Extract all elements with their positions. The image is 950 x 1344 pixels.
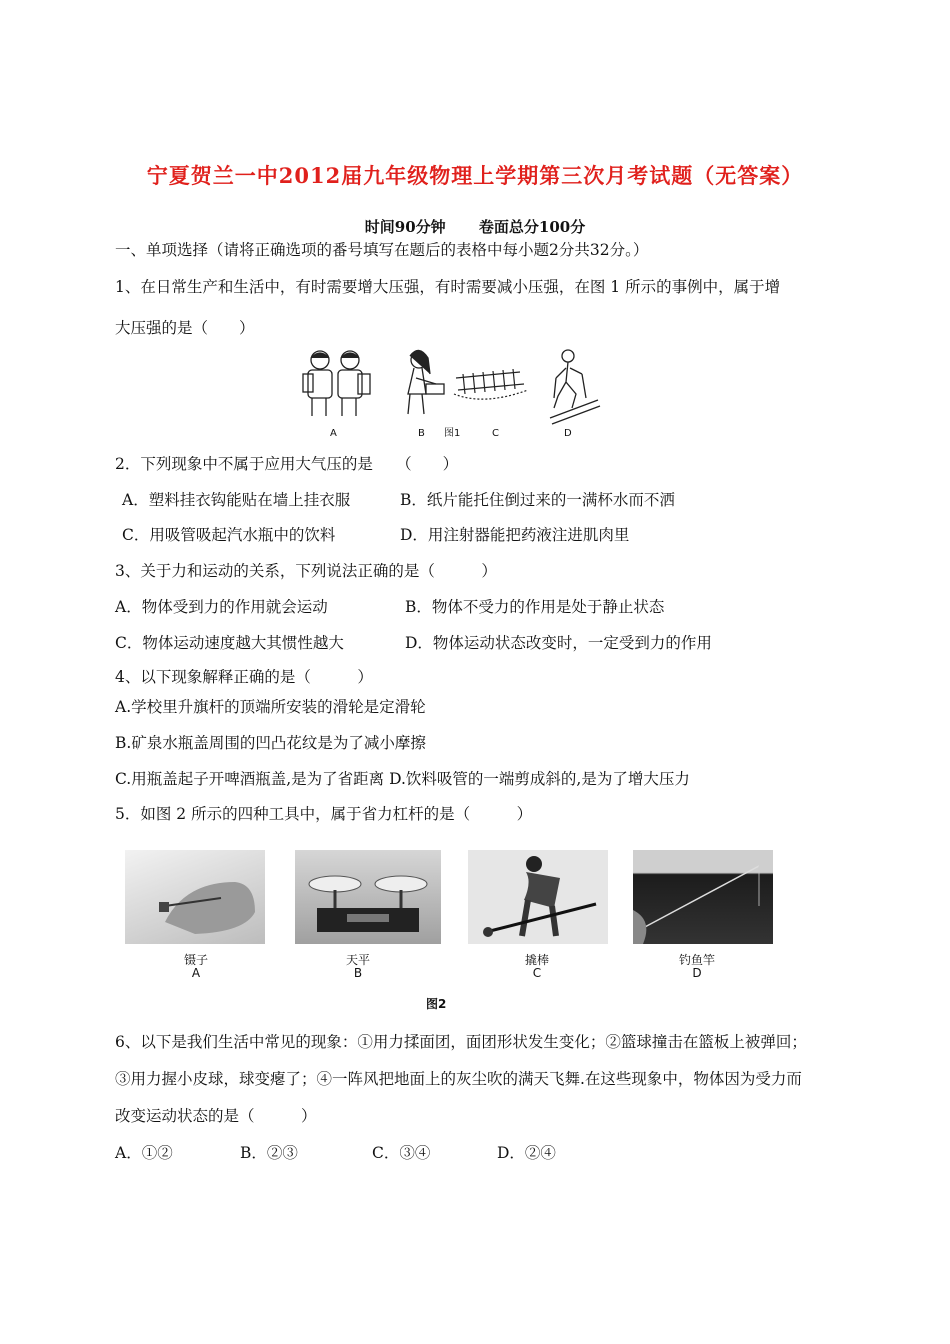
q6-stem-line1: 6、以下是我们生活中常见的现象：①用力揉面团，面团形状发生变化；②篮球撞击在篮板上被弹回； (115, 1033, 807, 1051)
q4-option-b: B.矿泉水瓶盖周围的凹凸花纹是为了减小摩擦 (115, 734, 426, 752)
figure-1-c-drawing (454, 369, 528, 399)
q4-option-cd: C.用瓶盖起子开啤酒瓶盖,是为了省距离 D.饮料吸管的一端剪成斜的,是为了增大压力 (115, 770, 690, 788)
q2-stem: 2．下列现象中不属于应用大气压的是 （ ） (115, 455, 459, 473)
section-heading: 一、单项选择（请将正确选项的番号填写在题后的表格中每小题2分共32分。） (115, 241, 649, 259)
q6-option-c: C．③④ (372, 1144, 431, 1162)
figure-1-a-drawing (303, 351, 370, 416)
tool-name-a: 镊子 (183, 953, 208, 967)
figure-1 (298, 344, 618, 440)
figure-1-label-c: C (492, 428, 499, 439)
q3-option-c: C．物体运动速度越大其惯性越大 (115, 634, 344, 652)
figure-1-label-d: D (564, 428, 572, 439)
exam-time: 时间90分钟 (364, 218, 446, 236)
figure-1-b-drawing (408, 350, 444, 414)
q3-stem: 3、关于力和运动的关系，下列说法正确的是（ ） (115, 562, 497, 580)
figure-1-d-drawing (550, 350, 600, 424)
exam-info (0, 216, 950, 237)
q2-option-b: B．纸片能托住倒过来的一满杯水而不洒 (400, 491, 675, 509)
tweezers-photo (125, 850, 265, 944)
doc-title: 宁夏贺兰一中2012届九年级物理上学期第三次月考试题（无答案） (146, 163, 804, 188)
tool-letter-a: A (191, 966, 201, 980)
tool-letter-c: C (532, 966, 542, 980)
q3-option-d: D．物体运动状态改变时，一定受到力的作用 (405, 634, 712, 652)
q6-option-b: B．②③ (240, 1144, 298, 1162)
balance-photo (295, 850, 441, 944)
q6-stem-line2: ③用力握小皮球，球变瘪了；④一阵风把地面上的灰尘吹的满天飞舞.在这些现象中，物体因为受力而 (115, 1070, 802, 1088)
q3-option-a: A．物体受到力的作用就会运动 (115, 598, 328, 616)
figure-1-label-a: A (330, 428, 337, 439)
q2-option-a: A．塑料挂衣钩能贴在墙上挂衣服 (122, 491, 351, 509)
tool-letter-d: D (692, 966, 702, 980)
tool-name-c: 撬棒 (524, 953, 549, 967)
q4-stem: 4、以下现象解释正确的是（ ） (115, 668, 373, 686)
figure-1-caption: 图1 (444, 428, 461, 439)
q1-stem-line1: 1、在日常生产和生活中，有时需要增大压强，有时需要减小压强，在图 1 所示的事例中，属于增 (115, 278, 781, 296)
fishing-rod-photo (633, 850, 773, 944)
q2-option-c: C．用吸管吸起汽水瓶中的饮料 (122, 526, 336, 544)
q6-stem-line3: 改变运动状态的是（ ） (115, 1107, 317, 1125)
tool-name-b: 天平 (345, 953, 370, 967)
q4-option-a: A.学校里升旗杆的顶端所安装的滑轮是定滑轮 (115, 698, 426, 716)
crowbar-photo (468, 850, 608, 944)
figure-1-label-b: B (418, 428, 425, 439)
figure-2-caption: 图2 (426, 997, 447, 1011)
q6-option-a: A．①② (115, 1144, 173, 1162)
exam-score: 卷面总分100分 (478, 218, 586, 236)
q5-stem: 5．如图 2 所示的四种工具中，属于省力杠杆的是（ ） (115, 805, 533, 823)
q1-stem-line2: 大压强的是（ ） (115, 319, 255, 337)
tool-name-d: 钓鱼竿 (678, 953, 715, 967)
q2-option-d: D．用注射器能把药液注进肌肉里 (400, 526, 630, 544)
q3-option-b: B．物体不受力的作用是处于静止状态 (405, 598, 665, 616)
q6-option-d: D．②④ (497, 1144, 556, 1162)
tool-letter-b: B (353, 966, 363, 980)
